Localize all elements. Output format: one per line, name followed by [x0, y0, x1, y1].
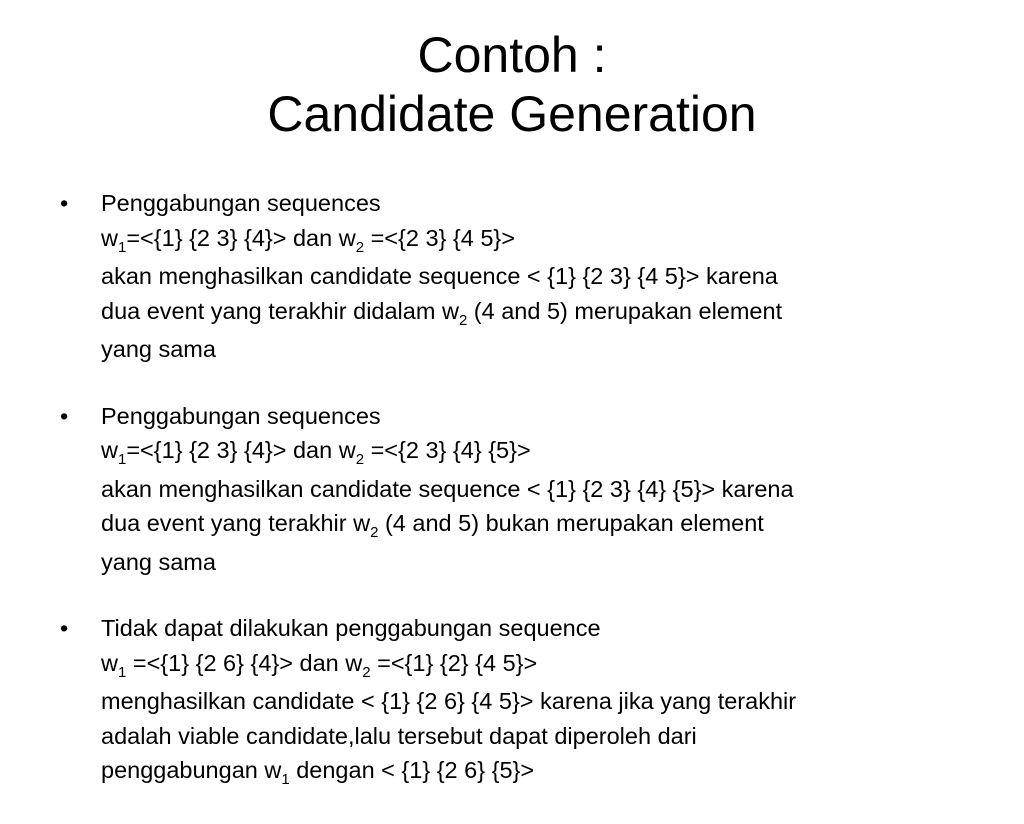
bullet-3-equation: $w_1 =<\{1\}$ {2 6} {4}> dan $w_2 =<\{1\}$ {2} {4 5}>: [101, 649, 538, 681]
bullet-item-1: [0, 186, 1024, 367]
bullet-list: [0, 186, 1024, 824]
bullet-1-line-5: yang sama: [101, 336, 216, 362]
bullet-1-line-3: akan menghasilkan candidate sequence < {1} {2 3} {4 5}> karena: [101, 263, 778, 289]
bullet-3-line-5: penggabungan $w_1$ dengan < {1} {2 6} {5}>: [101, 757, 535, 788]
bullet-3-line-3: menghasilkan candidate < {1} {2 6} {4 5}> karena jika yang terakhir: [101, 688, 797, 714]
bullet-2-equation: $w_1=<\{1\}$ {2 3} {4}> dan $w_2 =<\{2$ 3} {4} {5}>: [101, 437, 531, 468]
slide-title: [0, 26, 1024, 144]
bullet-2-heading: Penggabungan sequences: [101, 402, 381, 429]
title-line-2: Candidate Generation: [267, 86, 757, 142]
title-line-1: Contoh :: [417, 27, 607, 83]
bullet-1-heading: Penggabungan sequences: [101, 190, 381, 216]
bullet-1-equation: $w_1=<\{1\}$ {2 3} {4}> dan $w_2 =<\{2$ 3} {4 5}>: [101, 224, 516, 256]
bullet-3-line-4: adalah viable candidate,lalu tersebut dapat diperoleh dari: [101, 722, 697, 749]
bullet-point-icon: •: [60, 402, 69, 429]
bullet-3-heading: Tidak dapat dilakukan penggabungan sequence: [101, 615, 601, 641]
bullet-2-line-5: yang sama: [101, 548, 216, 575]
bullet-2-line-4: dua event yang terakhir $w_2$ (4 and 5) bukan merupakan element: [101, 510, 764, 541]
bullet-point-icon: •: [60, 190, 69, 216]
bullet-point-icon: •: [60, 615, 69, 641]
bullet-2-line-3: akan menghasilkan candidate sequence < {1} {2 3} {4} {5}> karena: [101, 475, 794, 502]
bullet-item-3: [0, 611, 1024, 792]
bullet-1-line-4: dua event yang terakhir didalam $w_2$ (4 and 5) merupakan element: [101, 297, 783, 329]
bullet-item-2: [0, 399, 1024, 580]
